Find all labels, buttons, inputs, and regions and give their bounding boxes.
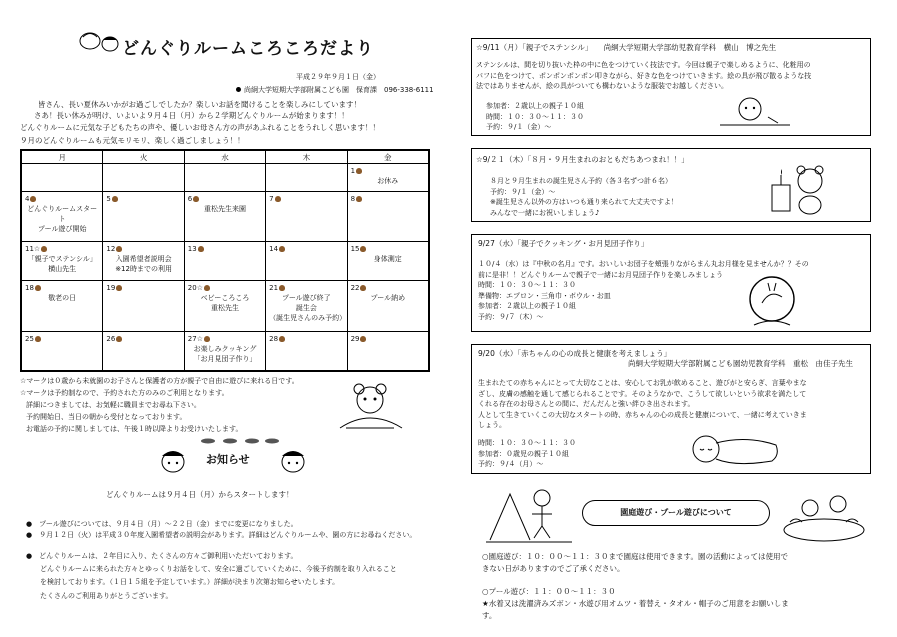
weekday-header: 水 — [184, 151, 265, 164]
event-heading: ☆9/２１（木）「８月・９月生まれのおともだちあつまれ！！」 — [476, 155, 689, 164]
day-number: 18 — [25, 284, 34, 293]
birthday-cake-bear-icon — [768, 155, 828, 217]
calendar-day-cell — [22, 242, 103, 281]
child-painting-icon — [710, 95, 800, 133]
children-garden-icon — [484, 484, 574, 544]
info-paragraph: を検討しております。（１日１５組を予定しています。）詳細が決まり次第お知らせいたします。 — [40, 578, 340, 586]
acorn-icon — [360, 246, 366, 252]
day-number: 11☆ — [25, 245, 41, 254]
calendar-day-cell — [184, 281, 265, 331]
acorn-icon — [41, 246, 47, 252]
calendar-day-cell — [103, 281, 184, 331]
day-event-text: ※12時までの利用 — [115, 265, 172, 274]
calendar-day-cell — [266, 191, 347, 241]
calendar-day-cell — [347, 242, 428, 281]
day-number: 29 — [350, 334, 360, 343]
weekday-header: 金 — [347, 151, 428, 164]
acorn-icon — [30, 196, 36, 202]
pool-info: ★水着又は洗濯済みズボン・水遊び用オムツ・着替え・タオル・帽子のご用意をお願いしま — [482, 599, 789, 608]
day-number: 15 — [350, 245, 360, 254]
september-calendar — [20, 149, 430, 372]
day-number: 22 — [350, 284, 360, 293]
day-event-text: 「お月見団子作り」 — [193, 354, 257, 363]
day-number: 28 — [269, 334, 279, 343]
intro-line: 皆さん、長い夏休みいかがお過ごしでしたか？楽しいお話を聞けることを楽しみにしています！ — [38, 100, 361, 109]
day-number: 6 — [187, 194, 193, 203]
event-heading: ☆9/11（月）「親子でステンシル」 尚絅大学短期大学部幼児教育学科 横山 博之先生 — [476, 43, 777, 52]
calendar-day-cell — [22, 281, 103, 331]
calendar-day-cell — [184, 191, 265, 241]
calendar-day-cell — [347, 164, 428, 192]
calendar-day-cell — [184, 164, 265, 192]
day-number: 26 — [106, 334, 116, 343]
note-line: ☆マークは予約制なので、予約された方のみのご利用となります。 — [20, 389, 229, 397]
note-line: ☆マークは０歳から未就園のお子さんと保護者の方が親子で自由に遊びに来れる日です。 — [20, 377, 299, 385]
day-event-text: （誕生児さんのみ予約） — [269, 314, 347, 323]
children-pool-icon — [776, 482, 872, 544]
bullet-item: ● ９月１２日（火）は平成３０年度入園希望者の説明会があります。詳細はどんぐりルームや、園の方にお尋ねください。 — [26, 531, 417, 539]
event-info: 時間：１０：３０～１１：３０ 参加者：０歳児の親子１０組 予約：９/４（月）～ — [478, 439, 576, 468]
day-event-text: どんぐりルームスタート — [27, 204, 98, 223]
acorn-icon — [112, 196, 118, 202]
start-announcement: どんぐりルームは９月４日（月）からスタートします！ — [106, 490, 294, 499]
calendar-day-cell — [347, 191, 428, 241]
acorn-character-icon — [150, 444, 196, 474]
day-number: 21 — [269, 284, 279, 293]
day-number: 1 — [350, 167, 356, 175]
day-event-text: 重松先生 — [210, 304, 239, 313]
event-lecturer: 尚絅大学短期大学部附属こども園幼児教育学科 重松 由佳子先生 — [628, 359, 853, 368]
acorn-icon — [204, 285, 210, 291]
calendar-week-row — [22, 331, 429, 370]
calendar-day-cell — [103, 191, 184, 241]
day-event-text: ベビーころころ — [200, 294, 250, 303]
acorn-icon — [356, 196, 362, 202]
acorn-icon — [116, 336, 122, 342]
day-number: 7 — [269, 194, 274, 203]
calendar-week-row — [22, 242, 429, 281]
day-number: 27☆ — [187, 334, 203, 343]
calendar-day-cell — [103, 164, 184, 192]
day-event-text: 敬老の日 — [48, 294, 77, 303]
day-number: 12 — [106, 245, 116, 254]
calendar-day-cell — [347, 281, 428, 331]
event-description: ８月と９月生まれの誕生児さん予約（各３名ずつ計６名） 予約：９/１（金）～ ※誕生児さん以外の方はいつも通り来られて大丈夫ですよ！ みんなで一緒にお祝いしましょう♪ — [490, 177, 678, 217]
note-line: 予約開始日、当日の朝から受付となっております。 — [26, 413, 187, 421]
acorn-logo-icon — [76, 26, 120, 56]
day-event-text: お休み — [377, 177, 399, 185]
acorn-icon — [35, 285, 41, 291]
day-event-text: 重松先生来園 — [203, 204, 246, 213]
event-heading: 9/20（水）「赤ちゃんの心の成長と健康を考えましょう」 — [478, 349, 672, 358]
bullet-item: ● どんぐりルームは、２年目に入り、たくさんの方々ご御利用いただいております。 — [26, 552, 298, 560]
acorn-icon — [360, 336, 366, 342]
acorn-icon — [198, 246, 204, 252]
calendar-day-cell — [266, 242, 347, 281]
weekday-header: 火 — [103, 151, 184, 164]
page-title: どんぐりルームころころだより — [122, 39, 374, 59]
event-info: 参加者：２歳以上の親子１０組 時間：１０：３０～１１：３０ 予約：９/１（金）～ — [486, 102, 584, 131]
event-description: 生まれたての赤ちゃんにとって大切なことは、安心してお乳が飲めること、遊びがと安らぎ、言葉やまな ざし、皮膚の感触を通して感じられることです。そのようなかで、こうして欲しいという欲求を満たして くれる存在のお母さんとの間に、だんだんと強い絆ひき出されます。 人として生きていくこの大切なスタートの時、赤ちゃんの心の成長と健康について、一緒に考えていきま しょう。 — [478, 379, 807, 429]
calendar-day-cell — [103, 331, 184, 370]
calendar-day-cell — [103, 242, 184, 281]
acorn-icon — [279, 285, 285, 291]
calendar-day-cell — [266, 331, 347, 370]
acorn-icon — [360, 285, 366, 291]
pool-info: ○プール遊び：１１：００～１１：３０ — [482, 587, 616, 596]
calendar-day-cell — [184, 242, 265, 281]
calendar-day-cell — [347, 331, 428, 370]
day-event-text: 「親子でステンシル」 — [27, 255, 97, 264]
intro-line: ９月のどんぐりルームも元気モリモリ、楽しく過ごしましょう！！ — [20, 136, 245, 145]
note-line: お電話の予約に関しましては、午後１時以降よりお受けいたします。 — [26, 425, 243, 433]
calendar-day-cell — [22, 331, 103, 370]
event-description: ステンシルは、間を切り抜いた枠の中に色をつけていく技法です。今回は親子で楽しめるように、化粧用の パフに色をつけて、ポンポンポンポン叩きながら、好きな色をつけていきます。絵の具が飛び散るような技 法ではありませんが、絵の具がついても構わないような服装でお越しください。 — [476, 61, 812, 90]
intro-line: どんぐりルームに元気な子どもたちの声や、優しいお母さん方の声があふれることをうれしく思います！！ — [20, 123, 380, 132]
moon-rabbit-icon — [740, 273, 804, 329]
day-event-text: 身体測定 — [373, 255, 402, 264]
calendar-day-cell — [184, 331, 265, 370]
garden-info: ○園庭遊び：１０：００～１１：３０まで園庭は使用できます。園の活動によっては使用で — [482, 552, 788, 561]
org-info: 尚絅大学短期大学部附属こども園 保育課 096-338-6111 — [236, 85, 434, 95]
day-event-text: お楽しみクッキング — [193, 344, 257, 353]
bear-illustration-icon — [330, 378, 410, 438]
acorn-icon — [193, 196, 199, 202]
intro-line: さあ！長い休みが明け、いよいよ９月４日（月）から２学期どんぐりルームが始まります！！ — [34, 111, 349, 120]
day-number: 19 — [106, 284, 116, 293]
acorn-icon — [279, 246, 285, 252]
calendar-day-cell — [266, 281, 347, 331]
calendar-week-row — [22, 164, 429, 192]
event-baby-health-box — [471, 344, 871, 474]
oshirase-heading: お知らせ — [206, 453, 250, 466]
acorn-icon — [275, 196, 281, 202]
event-description: １０/４（水）は『中秋の名月』です。おいしいお団子を頬張りながらまん丸お月様を見ませんか？？その 前に是非！！どんぐりルームで親子で一緒にお月見団子作りを楽しみましょう 時間：１０：３０～１１：３０ 準備物：エプロン・三角巾・ボウル・お皿 参加者：２歳以上の親子１０組 予約：９/７（木）～ — [478, 260, 809, 321]
event-birthday-box — [471, 148, 871, 222]
calendar-day-cell — [22, 191, 103, 241]
day-event-text: 横山先生 — [48, 265, 77, 274]
info-paragraph: たくさんのご利用ありがとうございます。 — [40, 592, 173, 600]
day-event-text: プール納め — [370, 294, 406, 303]
calendar-day-cell — [266, 164, 347, 192]
day-number: 5 — [106, 194, 111, 203]
issue-date: 平成２９年９月１日（金） — [296, 73, 380, 81]
event-stencil-box — [471, 38, 871, 136]
leaf-divider-icon — [200, 436, 280, 446]
day-number: 20☆ — [187, 284, 203, 293]
calendar-week-row — [22, 281, 429, 331]
bullet-item: ● プール遊びについては、９月４日（月）～２２日（金）までに変更になりました。 — [26, 520, 298, 528]
info-paragraph: どんぐりルームに来られた方々とゆっくりお話をして、安全に過ごしていくために、今後予約制を取り入れること — [40, 565, 397, 573]
acorn-character-icon — [270, 444, 316, 474]
day-number: 8 — [350, 194, 356, 203]
calendar-day-cell — [22, 164, 103, 192]
sleeping-baby-icon — [676, 431, 786, 471]
acorn-icon — [279, 336, 285, 342]
garden-info: きない日がありますのでご了承ください。 — [482, 564, 625, 573]
note-line: 詳細につきましては、お気軽に職員までお尋ね下さい。 — [26, 401, 201, 409]
acorn-icon — [35, 336, 41, 342]
day-event-text: 誕生会 — [295, 304, 317, 313]
event-heading: 9/27（水）「親子でクッキング・お月見団子作り」 — [478, 239, 649, 248]
day-event-text: プール遊び終了 — [282, 294, 331, 303]
event-cooking-box — [471, 234, 871, 332]
day-event-text: プール遊び開始 — [37, 224, 87, 233]
acorn-icon — [116, 246, 122, 252]
garden-pool-heading: 園庭遊び・プール遊びについて — [582, 500, 770, 526]
acorn-icon — [204, 336, 210, 342]
day-number: 13 — [187, 245, 197, 254]
pool-info: す。 — [482, 611, 497, 620]
day-number: 14 — [269, 245, 279, 254]
day-number: 4 — [25, 194, 30, 203]
weekday-header: 木 — [266, 151, 347, 164]
acorn-icon — [116, 285, 122, 291]
day-number: 25 — [25, 334, 34, 343]
weekday-header: 月 — [22, 151, 103, 164]
acorn-icon — [356, 168, 362, 174]
day-event-text: 入園希望者説明会 — [115, 255, 172, 264]
calendar-week-row — [22, 191, 429, 241]
